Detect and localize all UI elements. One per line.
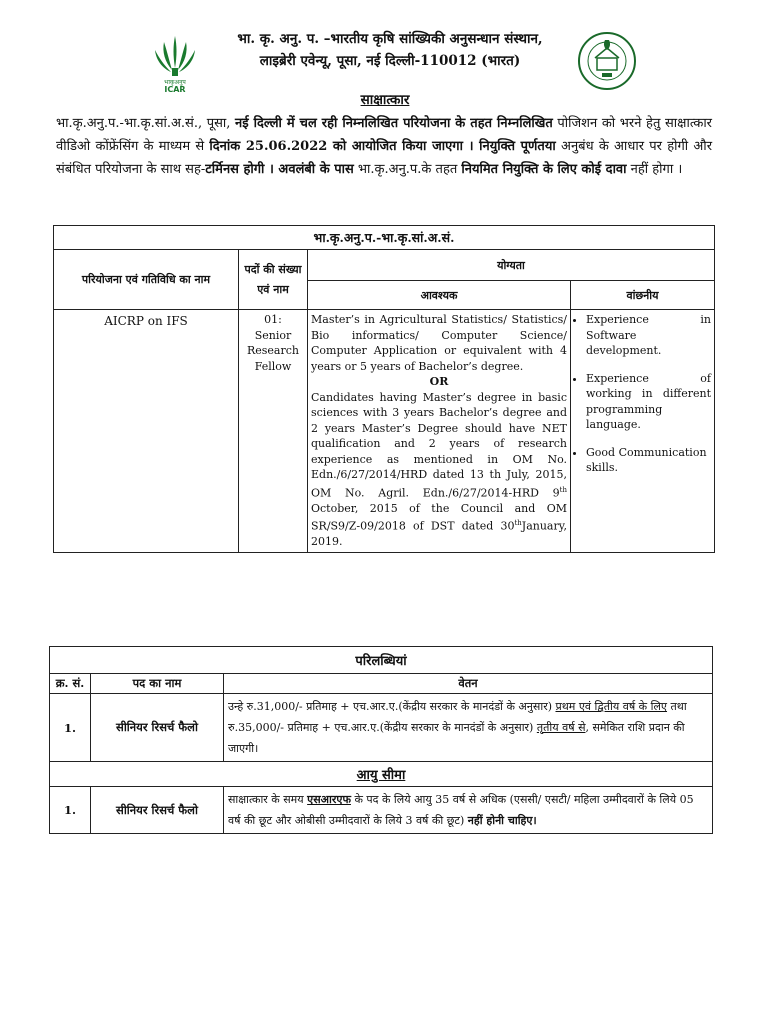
age-b: के पद के लिये आयु 35 वर्ष से अधिक (एससी/ एसटी/ महिला उम्मीदवारों के लिये 05 वर्ष की छूट और ओबीसी उम्मीदवारों के लिये 3 वर्ष की छूट) <box>228 793 694 827</box>
col-salary-header: वेतन <box>224 674 713 694</box>
project-name: AICRP on IFS <box>54 310 239 553</box>
essential-2b: October, 2015 of the Council and OM SR/S9/Z-09/2018 of DST dated 30 <box>311 501 567 533</box>
essential-qualification <box>308 310 571 553</box>
posts-name: Senior Research Fellow <box>246 328 299 373</box>
header-line-2: लाइब्रेरी एवेन्यू, पूसा, नई दिल्ली-110012 (भारत) <box>259 53 521 69</box>
col-posts-header: पदों की संख्या एवं नाम <box>239 250 308 310</box>
essential-or: OR <box>429 375 449 388</box>
salary-detail <box>224 694 713 762</box>
icar-logo-hindi: भाकृअनुप <box>164 79 186 86</box>
col-project-header: परियोजना एवं गतिविधि का नाम <box>54 250 239 310</box>
essential-option-2 <box>311 390 567 550</box>
essential-option-1: Master’s in Agricultural Statistics/ Statistics/ Bio informatics/ Computer Science/ Computer Application or equivalent with 4 years or 5 years of Bachelor’s degree. <box>311 313 567 373</box>
col-essential-header: आवश्यक <box>308 281 571 310</box>
age-srf: एसआरएफ <box>307 793 351 806</box>
salary-b: तथा रु.35,000/- प्रतिमाह + एच.आर.ए.(केंद्रीय सरकार के मानदंडों के अनुसार) <box>228 700 687 734</box>
col-post-header: पद का नाम <box>91 674 224 694</box>
intro-date: दिनांक 25.06.2022 को आयोजित किया जाएगा । नियुक्ति पूर्णतया <box>209 139 556 154</box>
intro-part-1: भा.कृ.अनु.प.-भा.कृ.सां.अ.सं., पूसा, <box>56 116 235 131</box>
salary-first-second-year: प्रथम एवं द्वितीय वर्ष के लिए <box>555 700 668 713</box>
intro-part-3b: टर्मिनस होगी । अवलंबी के पास <box>205 162 354 177</box>
salary-a: उन्हे रु.31,000/- प्रतिमाह + एच.आर.ए.(केंद्रीय सरकार के मानदंडों के अनुसार) <box>228 700 556 713</box>
essential-2a: Candidates having Master’s degree in basic sciences with 3 years Bachelor’s degree and 2 years Master’s Degree should have NET qualification and 2 years of research experience as mentioned in OM No. Edn./6/27/2014/HRD dated 13 th July, 2015, OM No. Agril. Edn./6/27/2014-HRD 9 <box>311 390 567 500</box>
desirable-item: • Experience of working in different programming language. <box>586 371 711 433</box>
intro-part-1b: नई दिल्ली में चल रही निम्नलिखित परियोजना के तहत निम्नलिखित <box>235 116 553 131</box>
positions-table-title: भा.कृ.अनु.प.-भा.कृ.सां.अ.सं. <box>54 226 715 250</box>
age-limit-title: आयु सीमा <box>50 762 713 787</box>
posts-number: 01: <box>264 313 282 326</box>
sup-th-1: th <box>559 485 567 494</box>
iasri-logo <box>577 30 637 92</box>
page-title: साक्षात्कार <box>360 92 410 108</box>
intro-part-2: पोजिशन को भरने हेतु साक्षात्कार वीडिओ कोंफ्रेंसिंग के माध्यम से <box>56 116 713 154</box>
emoluments-title: परिलब्धियां <box>50 647 713 674</box>
col-sno-header: क्र. सं. <box>50 674 91 694</box>
essential-2c: January, 2019. <box>311 519 567 549</box>
intro-part-4b: नियमित नियुक्ति के लिए कोई दावा <box>461 162 627 177</box>
desirable-item: • Experience in Software development. <box>586 312 711 359</box>
salary-post: सीनियर रिसर्च फैलो <box>91 694 224 762</box>
sup-th-2: th <box>514 519 522 528</box>
salary-third-year: तृतीय वर्ष से <box>536 721 586 734</box>
desirable-qualification <box>571 310 715 553</box>
age-a: साक्षात्कार के समय <box>228 793 308 806</box>
salary-c: , समेकित राशि प्रदान की जाएगी। <box>228 721 685 755</box>
institute-header <box>205 28 575 72</box>
emoluments-table <box>49 646 713 834</box>
salary-sno: 1. <box>50 694 91 762</box>
intro-paragraph <box>56 112 712 181</box>
posts-cell <box>239 310 308 553</box>
col-qualification-header: योग्यता <box>308 250 715 281</box>
age-sno: 1. <box>50 787 91 834</box>
intro-part-5: नहीं होगा । <box>626 162 683 177</box>
icar-logo-text: ICAR <box>164 85 186 94</box>
intro-part-4: भा.कृ.अनु.प.के तहत <box>353 162 462 177</box>
positions-table <box>53 225 715 553</box>
intro-part-3: अनुबंध के आधार पर होगी और संबंधित परियोजना के साथ सह- <box>56 139 713 177</box>
col-desirable-header: वांछनीय <box>571 281 715 310</box>
age-c: नहीं होनी चाहिए। <box>467 814 537 827</box>
desirable-item: • Good Communication skills. <box>586 445 711 476</box>
age-post: सीनियर रिसर्च फैलो <box>91 787 224 834</box>
header-line-1: भा. कृ. अनु. प. –भारतीय कृषि सांख्यिकी अनुसन्धान संस्थान, <box>237 31 543 47</box>
icar-logo <box>150 32 200 94</box>
age-detail <box>224 787 713 834</box>
